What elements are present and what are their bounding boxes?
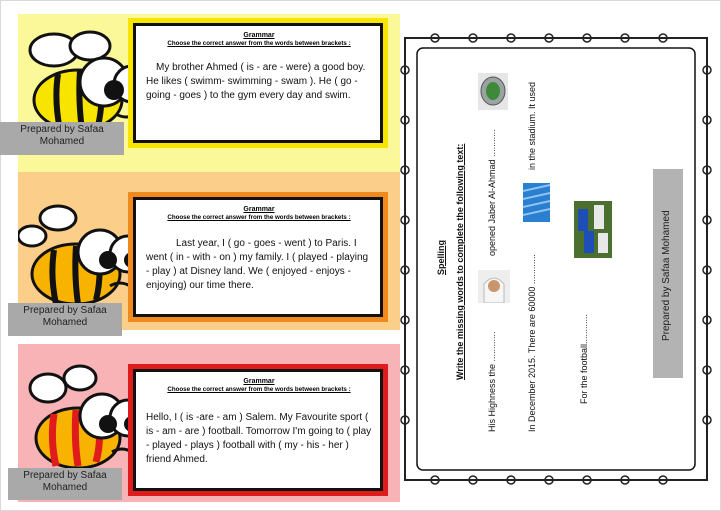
exercise-text: My brother Ahmed ( is - are - were) a good boy. He likes ( swimm- swimming - swam ). He ( go - going - goes ) to the gym every day and swim. xyxy=(146,62,366,102)
spelling-line-1a: His Highness the ............ xyxy=(487,331,497,432)
exercise-text: Hello, I ( is -are - am ) Salem. My Favourite sport ( is - am - are ) football. Tomorrow I'm going to ( play - played - plays ) football with ( my - his - her ) friend Ahmed. xyxy=(146,412,372,466)
prepared-by-side-text: Prepared by Safaa Mohamed xyxy=(661,210,672,341)
emir-photo-icon xyxy=(478,270,510,303)
seats-photo-icon xyxy=(523,183,550,222)
spelling-line-3: For the football............ xyxy=(579,313,589,404)
exercise-instruction: Choose the correct answer from the words between brackets : xyxy=(167,39,351,47)
exercise-text: Last year, I ( go - goes - went ) to Paris. I went ( in - with - on ) my family. I ( played - playing - play ) at Disney land. We ( enjoyed - enjoys - enjoying) our time there. xyxy=(146,238,369,292)
exercise-instruction: Choose the correct answer from the words between brackets : xyxy=(167,385,351,393)
exercise-frame xyxy=(128,364,388,496)
prepared-by-label: Prepared by Safaa Mohamed xyxy=(8,303,122,336)
spelling-line-2: In December 2015. There are 60000 ............ xyxy=(527,254,537,432)
spelling-line-1b: opened Jaber Al-Ahmad ........... xyxy=(487,129,497,256)
exercise-title: Grammar xyxy=(243,378,275,385)
football-players-photo-icon xyxy=(574,201,612,258)
exercise-frame xyxy=(128,18,388,148)
exercise-instruction: Choose the correct answer from the words between brackets : xyxy=(167,213,351,221)
exercise-title: Grammar xyxy=(243,206,275,213)
exercise-box xyxy=(133,23,383,143)
spelling-line-1c: in the stadium. It used xyxy=(527,81,537,170)
prepared-by-label: Prepared by Safaa Mohamed xyxy=(0,122,124,155)
exercise-frame xyxy=(128,192,388,322)
stadium-photo-icon xyxy=(478,73,508,110)
prepared-by-side-label xyxy=(653,169,683,378)
prepared-by-label: Prepared by Safaa Mohamed xyxy=(8,468,122,500)
exercise-title: Grammar xyxy=(243,32,275,39)
spelling-title: Spelling xyxy=(436,239,446,275)
exercise-box xyxy=(133,197,383,317)
exercise-box xyxy=(133,369,383,491)
spelling-instruction: Write the missing words to complete the following text: xyxy=(455,143,465,380)
